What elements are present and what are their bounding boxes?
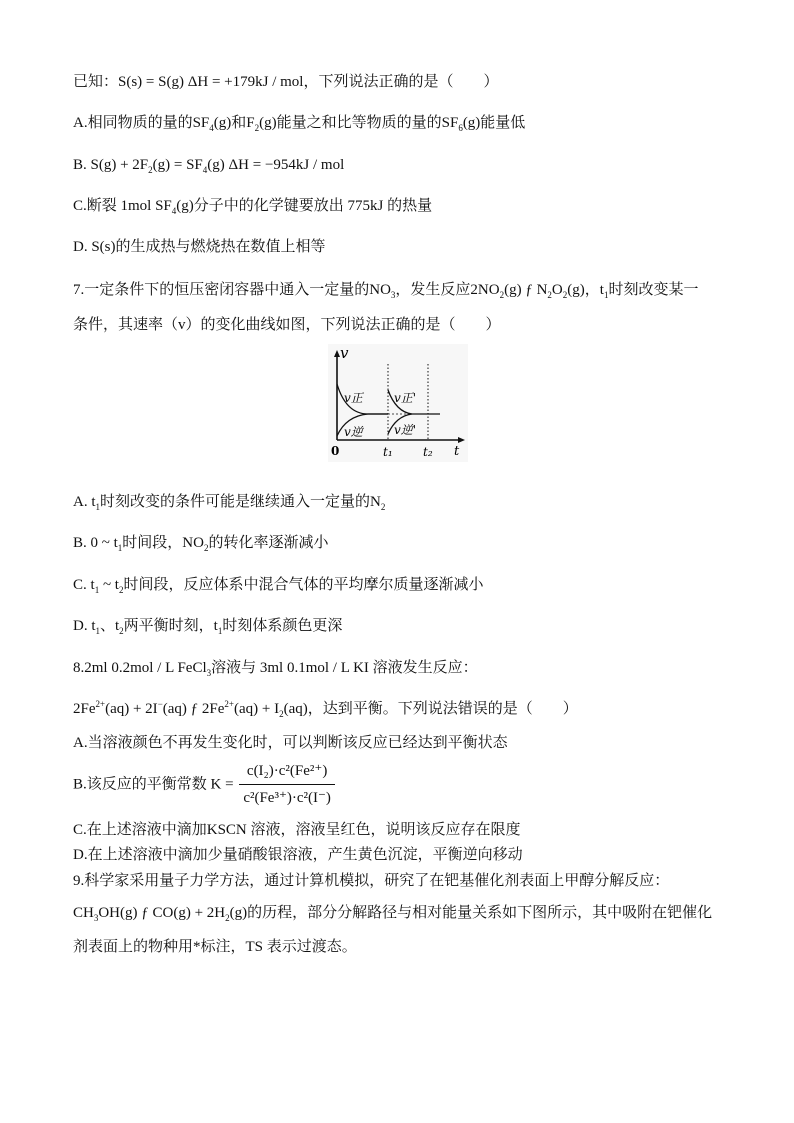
option-8a: A.当溶液颜色不再发生变化时，可以判断该反应已经达到平衡状态 [73,735,508,751]
origin-label: 0 [331,444,340,458]
question-9-stem-3: 剂表面上的物种用*标注，TS 表示过渡态。 [73,939,357,955]
fraction-numerator: c(I₂)·c²(Fe²⁺) [239,760,335,785]
v-forward-new-label: v正' [394,391,417,405]
rate-time-graph [328,344,468,462]
option-6c: C.断裂 1mol $SF_4(g)$分子中的化学键要放出 775kJ 的热量 [73,198,433,216]
option-7a: A. $t_1$时刻改变的条件可能是继续通入一定量的$N_2$ [73,494,386,512]
v-forward-label: v正 [344,391,363,405]
x-axis-label: t [454,444,460,459]
question-8-stem-2: $2Fe^{2+}(aq) + 2I^-(aq)$ ƒ $2Fe^{2+}(aq) + I_2(aq)$，达到平衡。下列说法错误的是（ ） [73,699,578,719]
question-7-stem-1: 7.一定条件下的恒压密闭容器中通入一定量的$NO_3$，发生反应$2NO_2(g)$ ƒ $N_2O_2(g)$，$t_1$时刻改变某一 [73,282,699,300]
option-6b: B. $S(g) + 2F_2(g) = SF_4(g) \Delta H = -954kJ$ / mol [73,157,345,175]
option-8c: C.在上述溶液中滴加KSCN 溶液，溶液呈红色，说明该反应存在限度 [73,822,521,838]
option-7d: D. $t_1$、$t_2$两平衡时刻，$t_1$时刻体系颜色更深 [73,618,343,636]
t1-label: t₁ [383,445,393,459]
question-9-stem-2: $CH_3OH(g)$ ƒ $CO(g) + 2H_2(g)$的历程，部分分解路径与相对能量关系如下图所示，其中吸附在钯催化 [73,905,713,923]
question-9-stem-1: 9.科学家采用量子力学方法，通过计算机模拟，研究了在钯基催化剂表面上甲醇分解反应： [73,873,670,889]
option-6d: D. S(s)的生成热与燃烧热在数值上相等 [73,239,326,255]
t2-label: t₂ [423,445,433,459]
option-8d: D.在上述溶液中滴加少量硝酸银溶液，产生黄色沉淀，平衡逆向移动 [73,847,523,863]
question-7-stem-2: 条件，其速率（v）的变化曲线如图，下列说法正确的是（ ） [73,317,501,333]
question-8-stem-1: 8.2ml 0.2mol / L FeCl$_3$溶液与 3ml 0.1mol / L KI 溶液发生反应： [73,660,478,678]
option-7c: C. $t_1$ ~ $t_2$时间段，反应体系中混合气体的平均摩尔质量逐渐减小 [73,577,484,595]
fraction-denominator: c²(Fe³⁺)·c²(I⁻) [243,790,331,806]
given-statement: 已知：S(s) = S(g) ΔH = +179kJ / mol，下列说法正确的是（ ） [73,74,499,90]
equilibrium-constant-fraction [239,760,335,809]
v-reverse-label: v逆 [344,425,363,439]
v-reverse-new-label: v逆' [394,423,417,437]
y-axis-label: v [340,344,349,362]
option-6a: A.相同物质的量的$SF_4(g)$和$F_2(g)$能量之和比等物质的量的$SF_6(g)$能量低 [73,115,526,133]
option-8b: B.该反应的平衡常数 K = $\frac{\text{c(I₂)·c²(Fe²⁺)}}{\text{c²(Fe³⁺)·c²(I⁻)}}$ [73,760,754,809]
option-7b: B. 0 ~ $t_1$时间段，$NO_2$的转化率逐渐减小 [73,535,329,553]
